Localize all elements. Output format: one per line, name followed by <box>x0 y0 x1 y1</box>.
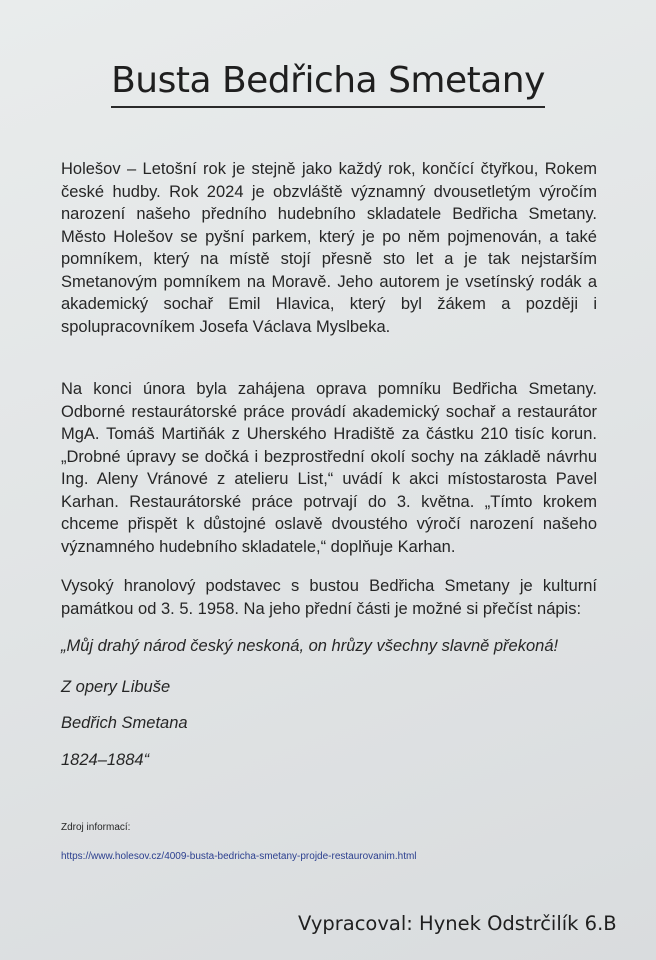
inscription-verse: „Můj drahý národ český neskoná, on hrůzy všechny slavně překoná! <box>61 637 559 655</box>
title-underline <box>111 106 545 108</box>
paragraph-restoration: Na konci února byla zahájena oprava pomníku Bedřicha Smetany. Odborné restaurátorské práce provádí akademický sochař a restaurátor MgA. Tomáš Martiňák z Uherského Hradiště za částku 210 tisíc korun. „Drobné úpravy se dočká i bezprostřední okolí sochy na základě návrhu Ing. Aleny Vránové z atelieru List,“ uvádí k akci místostarosta Pavel Karhan. Restaurátorské práce potrvají do 3. května. „Tímto krokem chceme přispět k důstojné oslavě dvoustého výročí narození našeho významného hudebního skladatele,“ doplňuje Karhan. <box>61 380 597 556</box>
paragraph-intro: Holešov – Letošní rok je stejně jako každý rok, končící čtyřkou, Rokem české hudby. Rok 2024 je obzvláště významný dvousetletým výročím narození našeho předního hudebního skladatele Bedřicha Smetany. Město Holešov se pyšní parkem, který je po něm pojmenován, a také pomníkem, který na místě stojí přesně sto let a je tak nejstarším Smetanovým pomníkem na Moravě. Jeho autorem je vsetínský rodák a akademický sochař Emil Hlavica, který byl žákem a později i spolupracovníkem Josefa Václava Myslbeka. <box>61 160 597 336</box>
inscription-opera: Z opery Libuše <box>61 678 171 696</box>
paragraph-monument: Vysoký hranolový podstavec s bustou Bedřicha Smetany je kulturní památkou od 3. 5. 1958. Na jeho přední části je možné si přečíst nápis: <box>61 577 597 618</box>
inscription-composer: Bedřich Smetana <box>61 714 188 732</box>
inscription-years: 1824–1884“ <box>61 751 150 769</box>
page-title: Busta Bedřicha Smetany <box>111 60 545 101</box>
author-credit: Vypracoval: Hynek Odstrčilík 6.B <box>298 912 617 935</box>
source-link[interactable]: https://www.holesov.cz/4009-busta-bedricha-smetany-projde-restaurovanim.html <box>61 851 417 862</box>
source-label: Zdroj informací: <box>61 822 131 833</box>
